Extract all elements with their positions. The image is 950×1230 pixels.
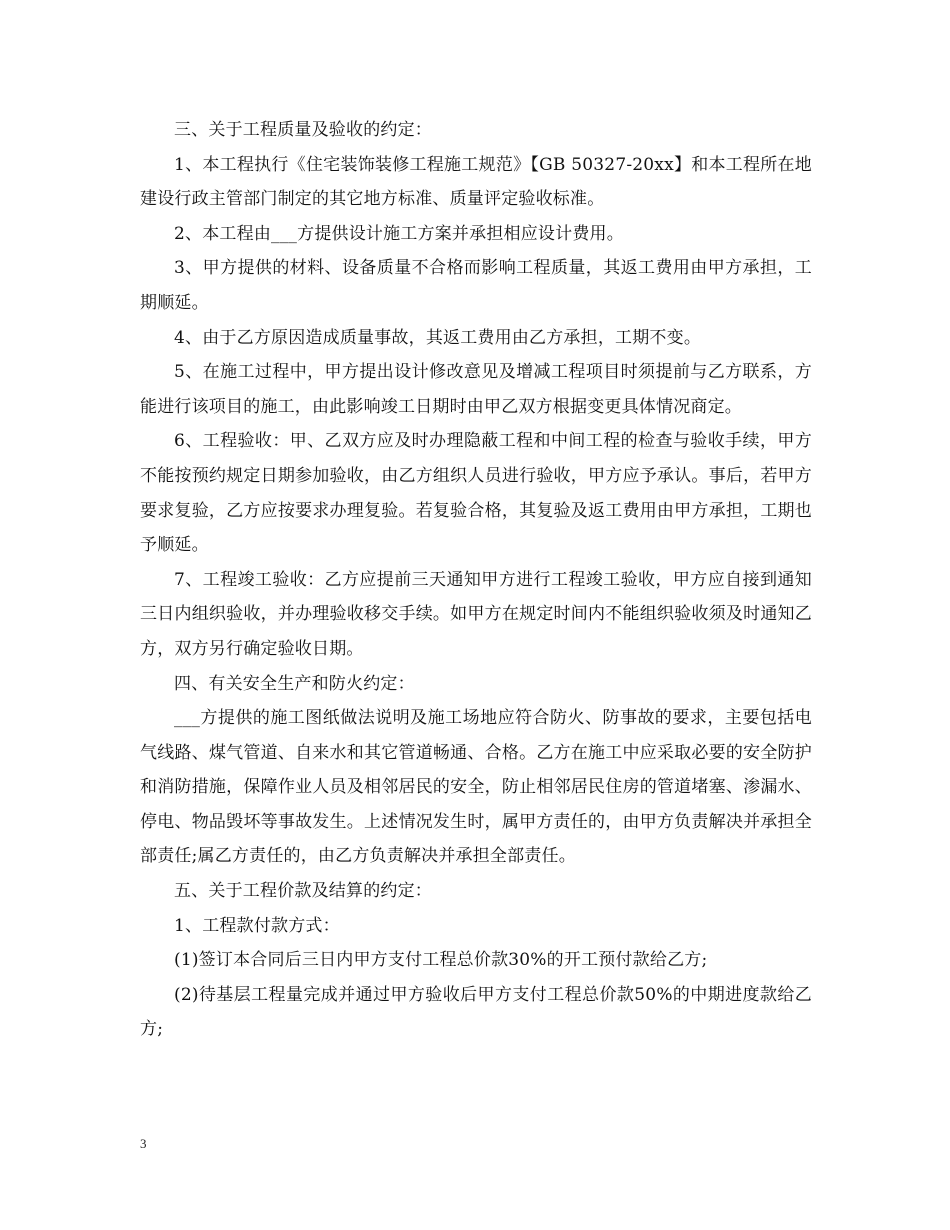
clause-paragraph: 3、甲方提供的材料、设备质量不合格而影响工程质量，其返工费用由甲方承担，工期顺延。 [140,258,812,313]
clause-paragraph: (1)签订本合同后三日内甲方支付工程总价款30%的开工预付款给乙方; [174,950,708,971]
document-body [140,113,812,1047]
clause-paragraph: 2、本工程由___方提供设计施工方案并承担相应设计费用。 [174,223,624,244]
section-heading-safety: 四、有关安全生产和防火约定： [174,673,415,694]
clause-paragraph: 4、由于乙方原因造成质量事故，其返工费用由乙方承担，工期不变。 [174,327,702,348]
clause-paragraph: 1、本工程执行《住宅装饰装修工程施工规范》【GB 50327-20xx】和本工程所在地建设行政主管部门制定的其它地方标准、质量评定验收标准。 [140,154,812,210]
clause-paragraph: (2)待基层工程量完成并通过甲方验收后甲方支付工程总价款50%的中期进度款给乙方; [140,984,812,1040]
clause-paragraph: 7、工程竣工验收：乙方应提前三天通知甲方进行工程竣工验收，甲方应自接到通知三日内组织验收，并办理验收移交手续。如甲方在规定时间内不能组织验收须及时通知乙方，双方另行确定验收日期。 [140,569,812,659]
clause-paragraph: ___方提供的施工图纸做法说明及施工场地应符合防火、防事故的要求，主要包括电气线路、煤气管道、自来水和其它管道畅通、合格。乙方在施工中应采取必要的安全防护和消防措施，保障作业人员及相邻居民的安全，防止相邻居民住房的管道堵塞、渗漏水、停电、物品毁坏等事故发生。上述情况发生时，属甲方责任的，由甲方负责解决并承担全部责任;属乙方责任的，由乙方负责解决并承担全部责任。 [140,708,812,867]
section-heading-quality: 三、关于工程质量及验收的约定： [174,120,432,140]
page-number: 3 [140,1136,147,1151]
clause-paragraph: 5、在施工过程中，甲方提出设计修改意见及增减工程项目时须提前与乙方联系，方能进行该项目的施工，由此影响竣工日期时由甲乙双方根据变更具体情况商定。 [140,362,812,417]
clause-paragraph: 1、工程款付款方式： [174,915,340,936]
clause-paragraph: 6、工程验收：甲、乙双方应及时办理隐蔽工程和中间工程的检查与验收手续，甲方不能按预约规定日期参加验收，由乙方组织人员进行验收，甲方应予承认。事后，若甲方要求复验，乙方应按要求办理复验。若复验合格，其复验及返工费用由甲方承担，工期也予顺延。 [140,431,812,556]
section-heading-payment: 五、关于工程价款及结算的约定： [174,881,432,902]
